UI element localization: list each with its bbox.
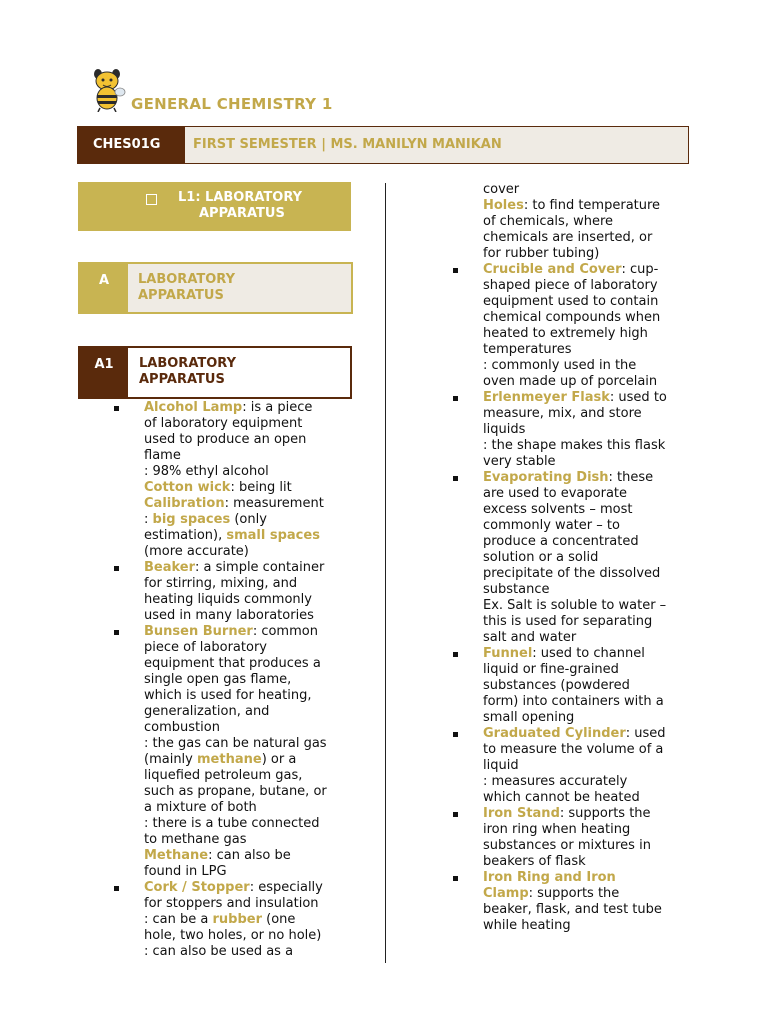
list-item-bunsen-burner: [144, 624, 359, 880]
text: temperatures: [483, 342, 572, 357]
text: substance: [483, 582, 550, 597]
text: equipment used to contain: [483, 294, 659, 309]
bullet-icon: [453, 476, 458, 481]
text: for stirring, mixing, and: [144, 576, 298, 591]
term-cork-stopper: Cork / Stopper: [144, 880, 250, 895]
list-item-cork-continued: [483, 182, 693, 262]
text: very stable: [483, 454, 556, 469]
text: (more accurate): [144, 544, 249, 559]
bullet-icon: [453, 732, 458, 737]
text: found in LPG: [144, 864, 227, 879]
text: precipitate of the dissolved: [483, 566, 661, 581]
text: which is used for heating,: [144, 688, 312, 703]
bullet-icon: [114, 886, 119, 891]
list-item-evaporating-dish: [483, 470, 693, 646]
text: generalization, and: [144, 704, 270, 719]
text: : can also be: [208, 848, 291, 863]
text: equipment that produces a: [144, 656, 321, 671]
text: : measurement: [224, 496, 324, 511]
text: single open gas flame,: [144, 672, 292, 687]
text: beakers of flask: [483, 854, 586, 869]
section-a-tag: A: [80, 264, 128, 312]
list-item-cork-stopper: [144, 880, 359, 960]
term-holes: Holes: [483, 198, 524, 213]
lesson-title-line2: APPARATUS: [199, 206, 285, 221]
bullet-icon: [114, 406, 119, 411]
text: : especially: [249, 880, 323, 895]
text: such as propane, butane, or: [144, 784, 327, 799]
text: used in many laboratories: [144, 608, 314, 623]
bullet-icon: [453, 268, 458, 273]
text: small opening: [483, 710, 575, 725]
term-beaker: Beaker: [144, 560, 196, 575]
text: : a simple container: [195, 560, 325, 575]
text: :: [144, 512, 153, 527]
lesson-heading: [78, 182, 351, 231]
text: excess solvents – most: [483, 502, 633, 517]
text: oven made up of porcelain: [483, 374, 658, 389]
right-column: [483, 182, 693, 934]
left-column: [144, 400, 359, 960]
term-rubber: rubber: [212, 912, 262, 927]
text: : to find temperature: [523, 198, 661, 213]
text: to methane gas: [144, 832, 247, 847]
bee-mascot-logo: [90, 68, 126, 112]
list-item-beaker: [144, 560, 359, 624]
text: for stoppers and insulation: [144, 896, 319, 911]
section-a-title-line1: LABORATORY: [138, 272, 235, 287]
list-item-iron-ring-clamp: [483, 870, 693, 934]
bullet-icon: [453, 876, 458, 881]
text: : is a piece: [242, 400, 313, 415]
text: : supports the: [528, 886, 620, 901]
text: liquid or fine-grained: [483, 662, 619, 677]
text: estimation),: [144, 528, 227, 543]
text: Ex. Salt is soluble to water –: [483, 598, 667, 613]
term-methane-2: Methane: [144, 848, 209, 863]
section-a-heading: [78, 262, 353, 314]
list-item-funnel: [483, 646, 693, 726]
term-bunsen-burner: Bunsen Burner: [144, 624, 253, 639]
bullet-icon: [453, 812, 458, 817]
term-methane: methane: [197, 752, 262, 767]
bullet-icon: [453, 652, 458, 657]
text: produce a concentrated: [483, 534, 639, 549]
list-item-iron-stand: [483, 806, 693, 870]
term-big-spaces: big spaces: [152, 512, 231, 527]
term-evaporating-dish: Evaporating Dish: [483, 470, 609, 485]
checkbox-bullet-icon: [146, 194, 157, 205]
column-divider: [385, 183, 386, 963]
section-a1-title-line1: LABORATORY: [139, 356, 236, 371]
text: ) or a: [261, 752, 297, 767]
section-a1-heading: [78, 346, 352, 399]
text: substances or mixtures in: [483, 838, 651, 853]
text: : used to channel: [532, 646, 645, 661]
bullet-icon: [114, 566, 119, 571]
text: : used to: [609, 390, 667, 405]
section-a1-tag: A1: [80, 348, 128, 397]
term-clamp: Clamp: [483, 886, 529, 901]
lesson-title-line1: L1: LABORATORY: [178, 190, 303, 205]
text: for rubber tubing): [483, 246, 600, 261]
text: : there is a tube connected: [144, 816, 320, 831]
text: liquid: [483, 758, 519, 773]
text: to measure the volume of a: [483, 742, 664, 757]
text: : 98% ethyl alcohol: [144, 464, 269, 479]
term-graduated-cylinder: Graduated Cylinder: [483, 726, 626, 741]
semester-instructor: FIRST SEMESTER | MS. MANILYN MANIKAN: [193, 137, 502, 152]
list-item-alcohol-lamp: [144, 400, 359, 560]
text: substances (powdered: [483, 678, 630, 693]
text: : these: [608, 470, 654, 485]
text: shaped piece of laboratory: [483, 278, 658, 293]
text: combustion: [144, 720, 220, 735]
text: (mainly: [144, 752, 197, 767]
text: while heating: [483, 918, 571, 933]
text: : used: [625, 726, 666, 741]
text: : the shape makes this flask: [483, 438, 666, 453]
term-iron-ring: Iron Ring and Iron: [483, 870, 616, 885]
text: measure, mix, and store: [483, 406, 642, 421]
text: : cup-: [621, 262, 659, 277]
list-item-crucible: [483, 262, 693, 390]
course-title: GENERAL CHEMISTRY 1: [131, 95, 333, 113]
text: chemical compounds when: [483, 310, 661, 325]
term-calibration: Calibration: [144, 496, 225, 511]
text: commonly water – to: [483, 518, 620, 533]
course-code: CHES01G: [78, 127, 185, 163]
text: (only: [230, 512, 267, 527]
text: : measures accurately: [483, 774, 628, 789]
list-item-graduated-cylinder: [483, 726, 693, 806]
text: piece of laboratory: [144, 640, 267, 655]
text: : can be a: [144, 912, 213, 927]
text: a mixture of both: [144, 800, 257, 815]
list-item-erlenmeyer: [483, 390, 693, 470]
text: solution or a solid: [483, 550, 599, 565]
bullet-icon: [453, 396, 458, 401]
text: which cannot be heated: [483, 790, 640, 805]
text: liquids: [483, 422, 526, 437]
text: : being lit: [230, 480, 292, 495]
text: (one: [262, 912, 296, 927]
term-cotton-wick: Cotton wick: [144, 480, 231, 495]
text: form) into containers with a: [483, 694, 664, 709]
text: beaker, flask, and test tube: [483, 902, 662, 917]
term-crucible: Crucible and Cover: [483, 262, 622, 277]
course-header-bar: [77, 126, 689, 164]
text: chemicals are inserted, or: [483, 230, 653, 245]
term-iron-stand: Iron Stand: [483, 806, 560, 821]
text: : common: [252, 624, 318, 639]
bullet-icon: [114, 630, 119, 635]
text: liquefied petroleum gas,: [144, 768, 303, 783]
text: iron ring when heating: [483, 822, 631, 837]
text: salt and water: [483, 630, 577, 645]
term-funnel: Funnel: [483, 646, 533, 661]
term-erlenmeyer: Erlenmeyer Flask: [483, 390, 610, 405]
text: used to produce an open: [144, 432, 307, 447]
text: : can also be used as a: [144, 944, 294, 959]
section-a1-title-line2: APPARATUS: [139, 372, 225, 387]
text: flame: [144, 448, 181, 463]
text: : the gas can be natural gas: [144, 736, 327, 751]
text: this is used for separating: [483, 614, 653, 629]
text: : supports the: [559, 806, 651, 821]
text: heating liquids commonly: [144, 592, 312, 607]
text: : commonly used in the: [483, 358, 637, 373]
text: of laboratory equipment: [144, 416, 303, 431]
text: are used to evaporate: [483, 486, 628, 501]
text: hole, two holes, or no hole): [144, 928, 322, 943]
section-a-title-line2: APPARATUS: [138, 288, 224, 303]
text: of chemicals, where: [483, 214, 614, 229]
text: heated to extremely high: [483, 326, 648, 341]
text: cover: [483, 182, 520, 197]
term-small-spaces: small spaces: [226, 528, 320, 543]
term-alcohol-lamp: Alcohol Lamp: [144, 400, 243, 415]
